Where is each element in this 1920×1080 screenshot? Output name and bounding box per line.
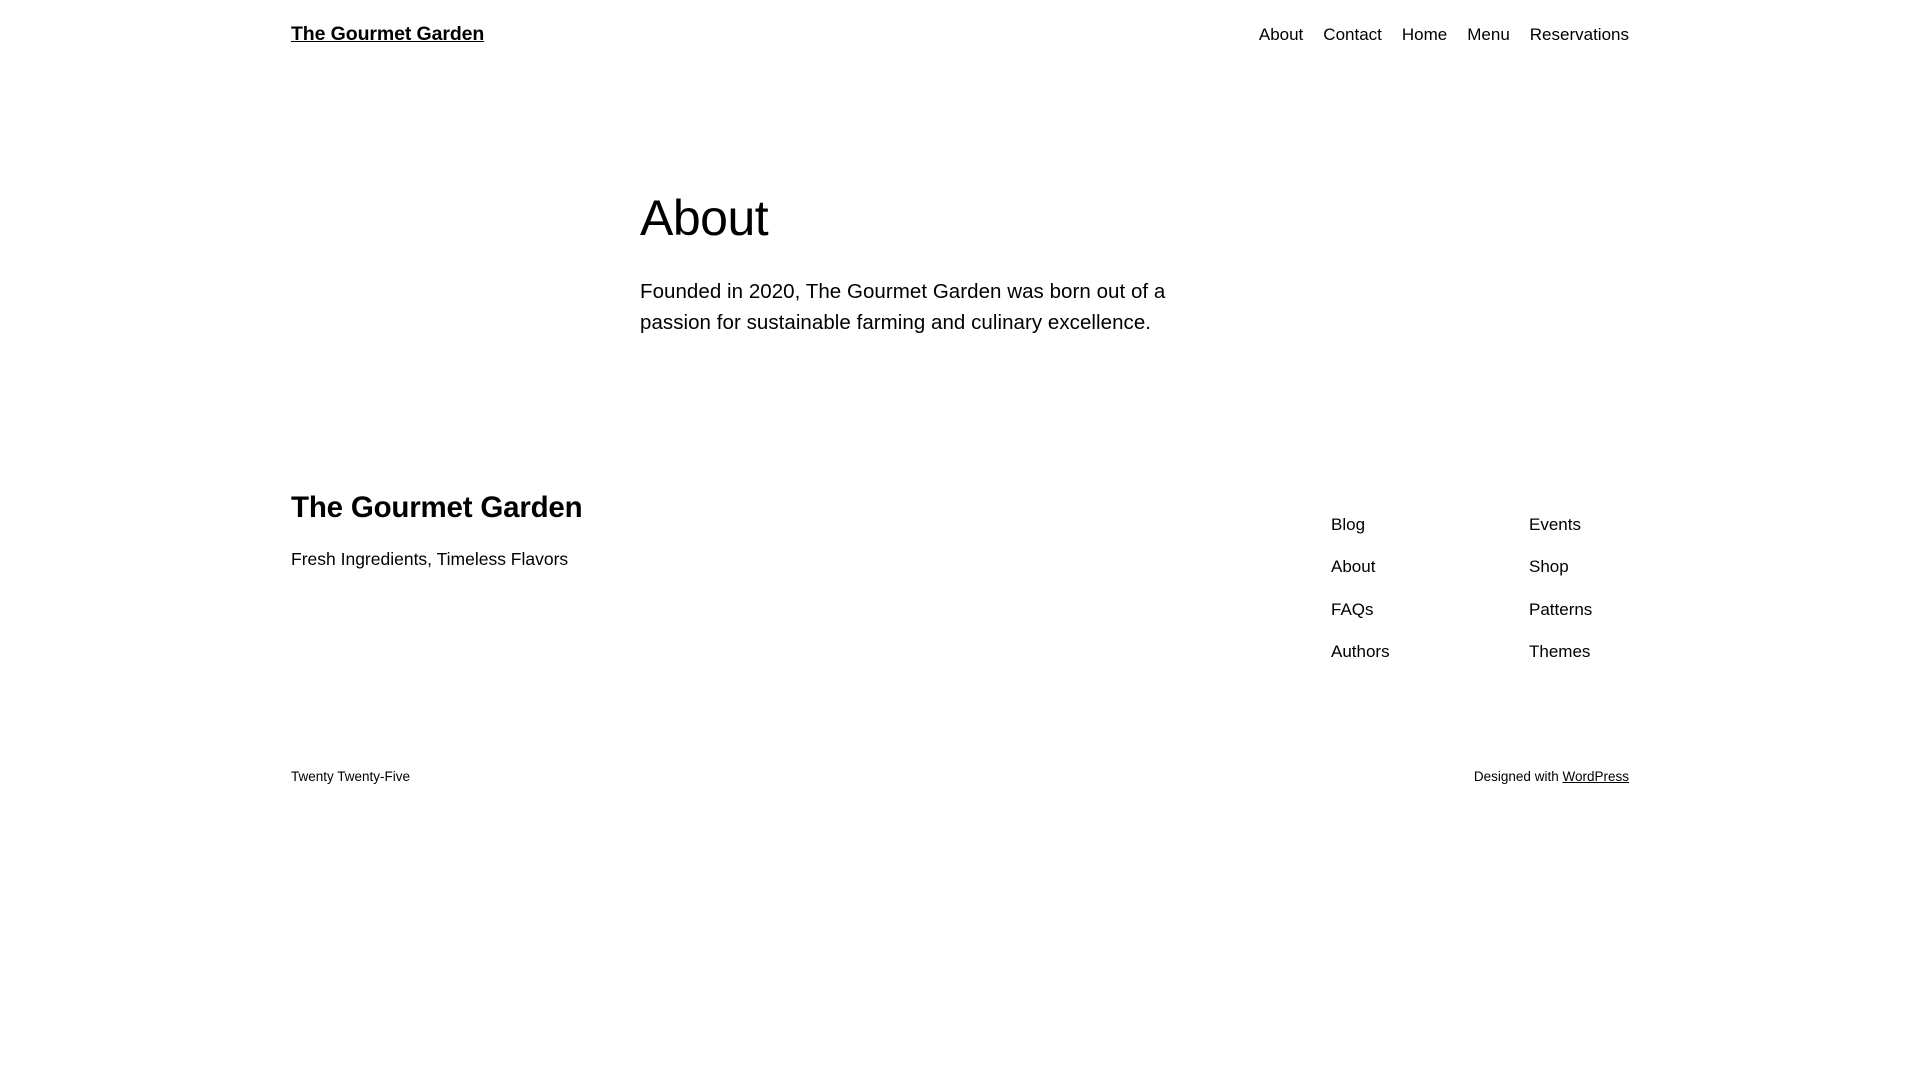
main-content (0, 190, 1920, 339)
footer-credit (1474, 768, 1629, 786)
site-title[interactable]: The Gourmet Garden (291, 23, 485, 46)
footer-tagline: Fresh Ingredients, Timeless Flavors (291, 549, 569, 570)
content-column (640, 190, 1340, 339)
theme-name: Twenty Twenty-Five (291, 769, 411, 784)
footer-link-about[interactable]: About (1331, 557, 1376, 577)
page-title: About (640, 190, 769, 246)
footer-site-title[interactable]: The Gourmet Garden (291, 491, 583, 524)
footer-link-events[interactable]: Events (1529, 515, 1581, 534)
nav-item-contact[interactable]: Contact (1323, 24, 1382, 44)
nav-item-home[interactable]: Home (1401, 24, 1448, 44)
footer-link-shop[interactable]: Shop (1529, 557, 1569, 577)
footer-column-two (1529, 515, 1629, 663)
site-header (0, 0, 1920, 70)
main-navigation (1259, 25, 1629, 45)
footer-link-columns (1331, 490, 1629, 663)
footer-brand (291, 490, 582, 572)
nav-item-about[interactable]: About (1258, 24, 1304, 44)
footer-link-blog[interactable]: Blog (1331, 515, 1366, 534)
site-footer (0, 490, 1920, 784)
footer-link-authors[interactable]: Authors (1331, 642, 1390, 662)
wordpress-link[interactable]: WordPress (1562, 769, 1629, 784)
footer-link-patterns[interactable]: Patterns (1529, 599, 1593, 619)
footer-top (291, 490, 1629, 663)
footer-credit-prefix: Designed with (1473, 769, 1563, 784)
page-intro-paragraph: Founded in 2020, The Gourmet Garden was born out of a passion for sustainable farming and culinary excellence. (640, 279, 1166, 335)
nav-item-menu[interactable]: Menu (1467, 24, 1510, 44)
nav-item-reservations[interactable]: Reservations (1529, 24, 1629, 44)
footer-link-themes[interactable]: Themes (1529, 642, 1591, 662)
footer-bottom (291, 768, 1629, 786)
footer-link-faqs[interactable]: FAQs (1331, 599, 1374, 619)
footer-column-one (1331, 515, 1431, 663)
